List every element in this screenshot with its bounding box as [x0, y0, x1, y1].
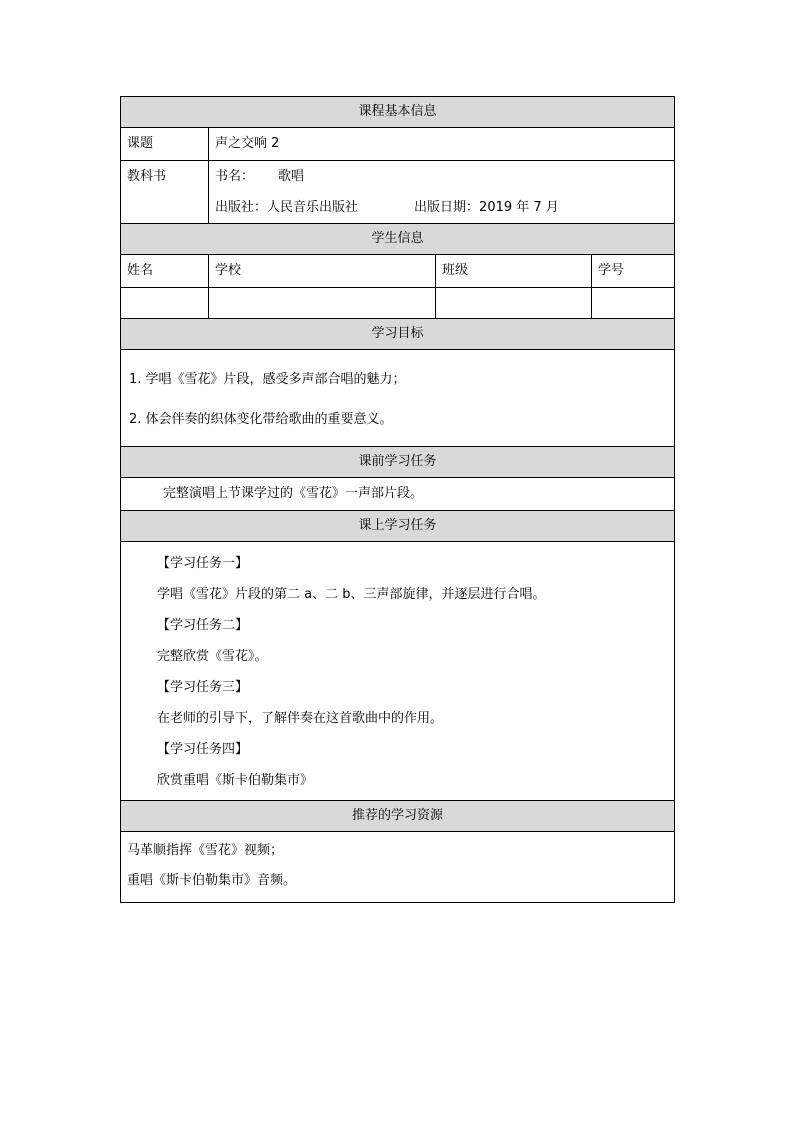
task-4-title: 【学习任务四】 [157, 741, 249, 757]
student-school-cell[interactable] [209, 288, 436, 319]
task-3-content: 在老师的引导下，了解伴奏在这首歌曲中的作用。 [157, 710, 444, 726]
goal-item-1: 1. 学唱《雪花》片段，感受多声部合唱的魅力； [129, 372, 406, 388]
section-header-resources [121, 801, 675, 832]
textbook-details [209, 161, 675, 224]
task-1-title: 【学习任务一】 [157, 555, 249, 571]
student-col-id: 学号 [592, 255, 675, 288]
topic-label: 课题 [121, 128, 209, 161]
publisher-line [215, 192, 668, 223]
resource-item-2: 重唱《斯卡伯勒集市》音频。 [127, 873, 297, 889]
section-header-goals [121, 319, 675, 350]
book-name-line [215, 161, 668, 192]
student-header-row [121, 255, 675, 288]
resources-row [121, 832, 675, 903]
student-col-school: 学校 [209, 255, 436, 288]
class-tasks-row [121, 542, 675, 801]
task-4-content: 欣赏重唱《斯卡伯勒集市》 [157, 772, 314, 788]
section-header-class [121, 511, 675, 542]
section-title-pre: 课前学习任务 [121, 447, 675, 478]
task-1-content: 学唱《雪花》片段的第二 a、二 b、三声部旋律，并逐层进行合唱。 [157, 586, 546, 602]
resource-item-1: 马革顺指挥《雪花》视频； [127, 843, 284, 859]
section-header-student [121, 224, 675, 255]
class-tasks-list [121, 542, 675, 801]
lesson-info-sheet [120, 96, 674, 903]
book-name-label: 书名： [215, 168, 255, 184]
textbook-row [121, 161, 675, 224]
student-class-cell[interactable] [436, 288, 592, 319]
section-header-basic [121, 97, 675, 128]
task-2-title: 【学习任务二】 [157, 617, 249, 633]
student-input-row [121, 288, 675, 319]
resources-list [121, 832, 675, 903]
student-name-cell[interactable] [121, 288, 209, 319]
student-col-class: 班级 [436, 255, 592, 288]
goal-item-2: 2. 体会伴奏的织体变化带给歌曲的重要意义。 [129, 412, 393, 428]
pre-task-row [121, 478, 675, 511]
book-name-value: 歌唱 [278, 168, 305, 184]
publisher-value: 人民音乐出版社 [267, 199, 359, 215]
student-col-name: 姓名 [121, 255, 209, 288]
goals-list [121, 350, 675, 447]
section-title-class: 课上学习任务 [121, 511, 675, 542]
lesson-table [120, 96, 675, 903]
task-3-title: 【学习任务三】 [157, 679, 249, 695]
topic-row [121, 128, 675, 161]
task-2-content: 完整欣赏《雪花》。 [157, 648, 268, 664]
publisher-label: 出版社： [215, 199, 268, 215]
section-title-student: 学生信息 [121, 224, 675, 255]
student-id-cell[interactable] [592, 288, 675, 319]
pre-task-text: 完整演唱上节课学过的《雪花》一声部片段。 [121, 478, 675, 511]
section-title-goals: 学习目标 [121, 319, 675, 350]
section-title-resources: 推荐的学习资源 [121, 801, 675, 832]
section-title-basic: 课程基本信息 [121, 97, 675, 128]
goals-row [121, 350, 675, 447]
topic-value: 声之交响 2 [209, 128, 675, 161]
textbook-label: 教科书 [121, 161, 209, 224]
section-header-pre [121, 447, 675, 478]
pub-date-value: 2019 年 7 月 [479, 199, 559, 215]
pub-date-label: 出版日期： [414, 199, 480, 215]
